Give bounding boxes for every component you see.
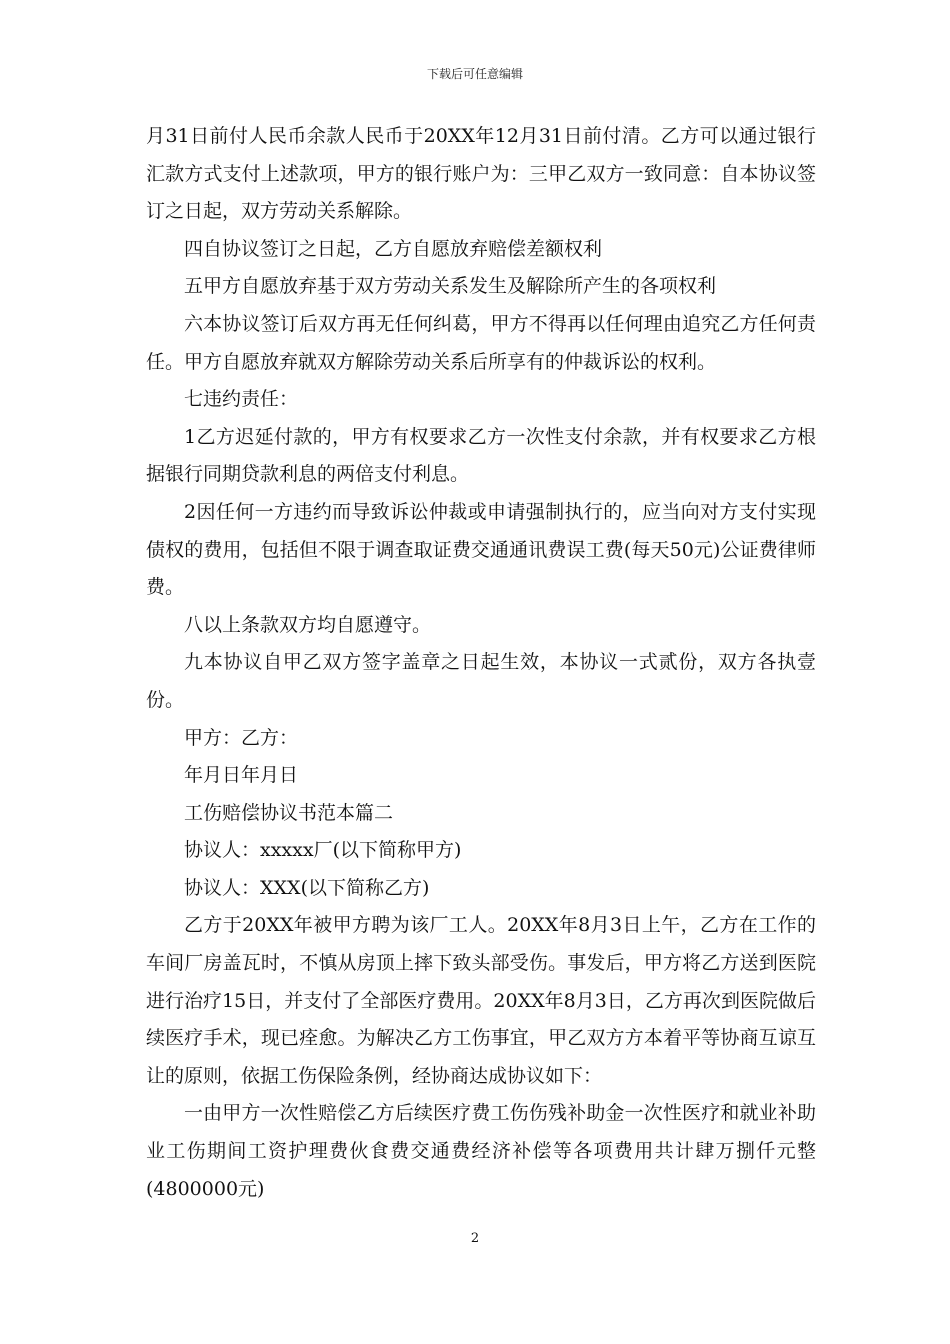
page-header: 下载后可任意编辑 bbox=[426, 67, 523, 81]
paragraph-clause-7-1: 1乙方迟延付款的，甲方有权要求乙方一次性支付余款，并有权要求乙方根据银行同期贷款利息的两倍支付利息。 bbox=[146, 425, 816, 486]
paragraph-clause-9: 九本协议自甲乙双方签字盖章之日起生效，本协议一式贰份，双方各执壹份。 bbox=[146, 651, 816, 711]
paragraph-clause-8: 八以上条款双方均自愿遵守。 bbox=[184, 613, 432, 636]
section-title-part-two: 工伤赔偿协议书范本篇二 bbox=[184, 801, 394, 824]
document-body bbox=[146, 118, 816, 1208]
paragraph-clause-7-heading: 七违约责任： bbox=[184, 388, 299, 411]
party-a-line: 协议人：xxxxx厂(以下简称甲方) bbox=[184, 839, 462, 862]
paragraph-compensation-clause-1: 一由甲方一次性赔偿乙方后续医疗费工伤伤残补助金一次性医疗和就业补助业工伤期间工资护理费伙食费交通费经济补偿等各项费用共计肆万捌仟元整(4800000元) bbox=[146, 1102, 816, 1200]
paragraph-clause-5: 五甲方自愿放弃基于双方劳动关系发生及解除所产生的各项权利 bbox=[184, 275, 717, 298]
page-number: 2 bbox=[470, 1231, 480, 1246]
signature-date-line: 年月日年月日 bbox=[184, 764, 299, 787]
paragraph-incident-description: 乙方于20XX年被甲方聘为该厂工人。20XX年8月3日上午，乙方在工作的车间厂房盖瓦时，不慎从房顶上摔下致头部受伤。事发后，甲方将乙方送到医院进行治疗15日，并支付了全部医疗费用。20XX年8月3日，乙方再次到医院做后续医疗手术，现已痊愈。为解决乙方工伤事宜，甲乙双方方本着平等协商互谅互让的原则，依据工伤保险条例，经协商达成协议如下： bbox=[146, 914, 816, 1087]
signature-parties-line: 甲方：乙方： bbox=[184, 726, 299, 749]
party-b-line: 协议人：XXX(以下简称乙方) bbox=[184, 876, 430, 899]
paragraph-clause-4: 四自协议签订之日起，乙方自愿放弃赔偿差额权利 bbox=[184, 237, 603, 260]
paragraph-payment-continued: 月31日前付人民币余款人民币于20XX年12月31日前付清。乙方可以通过银行汇款方式支付上述款项，甲方的银行账户为：三甲乙双方一致同意：自本协议签订之日起，双方劳动关系解除。 bbox=[146, 125, 816, 223]
paragraph-clause-7-2: 2因任何一方违约而导致诉讼仲裁或申请强制执行的，应当向对方支付实现债权的费用，包括但不限于调查取证费交通通讯费误工费(每天50元)公证费律师费。 bbox=[146, 500, 816, 599]
paragraph-clause-6: 六本协议签订后双方再无任何纠葛，甲方不得再以任何理由追究乙方任何责任。甲方自愿放弃就双方解除劳动关系后所享有的仲裁诉讼的权利。 bbox=[146, 312, 816, 373]
